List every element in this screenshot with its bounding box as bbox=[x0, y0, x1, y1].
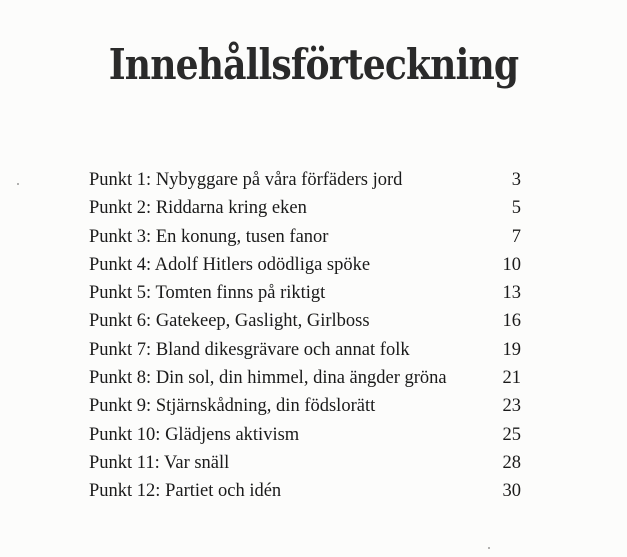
toc-entry-label: Punkt 7: Bland dikesgrävare och annat folk bbox=[89, 339, 410, 360]
toc-entry-page-number: 25 bbox=[502, 424, 521, 445]
toc-entry bbox=[89, 421, 521, 449]
toc-entry-label: Punkt 4: Adolf Hitlers odödliga spöke bbox=[89, 254, 371, 275]
toc-entry bbox=[89, 364, 521, 392]
toc-entry bbox=[89, 166, 521, 194]
toc-entry-label: Punkt 3: En konung, tusen fanor bbox=[89, 226, 329, 247]
toc-entry-page-number: 7 bbox=[511, 226, 521, 247]
paper-speck bbox=[488, 547, 490, 549]
toc-entry-page-number: 23 bbox=[502, 396, 521, 417]
toc-entry bbox=[89, 336, 521, 364]
paper-speck bbox=[17, 183, 19, 185]
toc-entry bbox=[89, 251, 521, 279]
toc-entry-page-number: 13 bbox=[502, 283, 521, 304]
toc-entry bbox=[89, 392, 521, 420]
toc-entry bbox=[89, 307, 521, 335]
toc-entry-label: Punkt 11: Var snäll bbox=[89, 452, 230, 473]
toc-entry-page-number: 10 bbox=[502, 254, 521, 275]
toc-entry-page-number: 28 bbox=[502, 452, 521, 473]
toc-entry-label: Punkt 6: Gatekeep, Gaslight, Girlboss bbox=[89, 311, 370, 332]
toc-entry-label: Punkt 12: Partiet och idén bbox=[89, 481, 282, 502]
toc-entry-label: Punkt 8: Din sol, din himmel, dina ängder gröna bbox=[89, 368, 447, 389]
toc-entry bbox=[89, 223, 521, 251]
page-title: Innehållsförteckning bbox=[108, 40, 519, 89]
toc-entry bbox=[89, 194, 521, 222]
toc-entry-label: Punkt 1: Nybyggare på våra förfäders jord bbox=[89, 170, 403, 190]
toc-entry-label: Punkt 10: Glädjens aktivism bbox=[89, 424, 300, 445]
toc-entry-page-number: 3 bbox=[511, 170, 521, 190]
toc-entry-page-number: 5 bbox=[511, 198, 521, 219]
toc-entry bbox=[89, 449, 521, 477]
toc-entry bbox=[89, 279, 521, 307]
toc-entry-label: Punkt 2: Riddarna kring eken bbox=[89, 198, 307, 219]
toc-entry-page-number: 30 bbox=[502, 481, 521, 502]
toc-entry-page-number: 21 bbox=[502, 368, 521, 389]
toc-entry-page-number: 19 bbox=[502, 339, 521, 360]
toc-entry-label: Punkt 9: Stjärnskådning, din födslorätt bbox=[89, 396, 376, 417]
toc-entry bbox=[89, 477, 521, 505]
toc-entry-page-number: 16 bbox=[502, 311, 521, 332]
toc-entry-label: Punkt 5: Tomten finns på riktigt bbox=[89, 283, 326, 304]
table-of-contents bbox=[89, 166, 521, 506]
